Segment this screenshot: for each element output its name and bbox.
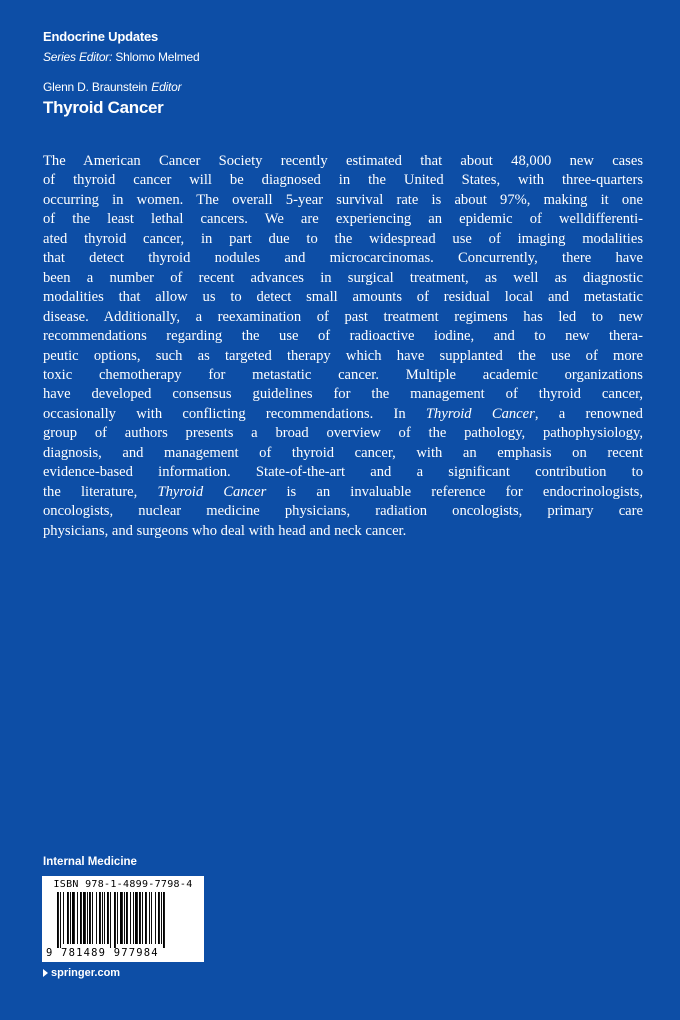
- series-editor-role: Series Editor:: [43, 50, 113, 64]
- description-line: The American Cancer Society recently estimated that about 48,000 new cases: [43, 153, 643, 169]
- barcode-bar: [110, 892, 111, 948]
- barcode-bar: [163, 892, 165, 948]
- barcode-bar: [96, 892, 97, 944]
- publisher-link[interactable]: [43, 967, 120, 979]
- barcode-bar: [142, 892, 143, 944]
- barcode-bar: [70, 892, 71, 944]
- barcode-bar: [133, 892, 134, 944]
- description-line: have developed consensus guidelines for the management of thyroid cancer,: [43, 386, 643, 403]
- barcode-bar: [77, 892, 78, 944]
- arrow-right-icon: [43, 969, 48, 977]
- description-line: toxic chemotherapy for metastatic cancer. Multiple academic organizations: [43, 366, 643, 383]
- barcode-bar: [60, 892, 61, 948]
- barcode-bar: [72, 892, 75, 944]
- description-line: disease. Additionally, a reexamination of past treatment regimens has led to new: [43, 308, 643, 325]
- barcode-bar: [63, 892, 64, 944]
- barcode-bar: [120, 892, 123, 944]
- barcode-bar: [161, 892, 162, 944]
- barcode-bar: [99, 892, 101, 944]
- barcode-bar: [107, 892, 109, 944]
- barcode-bar: [151, 892, 152, 944]
- isbn-label: ISBN 978-1-4899-7798-4: [53, 879, 193, 890]
- series-editor: [43, 50, 199, 64]
- barcode-bar: [67, 892, 69, 944]
- barcode-bar: [145, 892, 147, 944]
- book-editor: [43, 80, 181, 94]
- barcode-bar: [130, 892, 131, 944]
- description-line: been a number of recent advances in surgical treatment, as well as diagnostic: [43, 269, 643, 286]
- description-line: evidence-based information. State-of-the-art and a significant contribution to: [43, 464, 643, 481]
- description-line: that detect thyroid nodules and microcarcinomas. Concurrently, there have: [43, 250, 643, 267]
- barcode-bar: [80, 892, 82, 944]
- barcode-bar: [117, 892, 118, 944]
- barcode-bars: [55, 892, 195, 948]
- barcode-bar: [124, 892, 125, 944]
- barcode-bar: [89, 892, 91, 944]
- series-title: Endocrine Updates: [43, 29, 159, 44]
- barcode-bar: [135, 892, 138, 944]
- barcode-bar: [83, 892, 86, 944]
- description-line: oncologists, nuclear medicine physicians, radiation oncologists, primary care: [43, 503, 643, 520]
- subject-label: Internal Medicine: [43, 856, 137, 868]
- series-editor-name: Shlomo Melmed: [115, 50, 200, 64]
- barcode-bar: [92, 892, 93, 944]
- book-title: Thyroid Cancer: [43, 98, 164, 117]
- barcode-digits: 9 781489 977984: [46, 947, 159, 959]
- barcode-bar: [57, 892, 59, 948]
- description-line: peutic options, such as targeted therapy which have supplanted the use of more: [43, 347, 643, 364]
- description-line: of the least lethal cancers. We are experiencing an epidemic of welldifferenti-: [43, 211, 643, 228]
- isbn-barcode: [42, 876, 204, 962]
- book-editor-role: Editor: [151, 80, 182, 94]
- book-description: [43, 152, 643, 541]
- description-line: ated thyroid cancer, in part due to the widespread use of imaging modalities: [43, 230, 643, 247]
- barcode-bar: [104, 892, 105, 944]
- barcode-bar: [155, 892, 156, 944]
- description-line: group of authors presents a broad overview of the pathology, pathophysiology,: [43, 425, 643, 442]
- description-line: diagnosis, and management of thyroid cancer, with an emphasis on recent: [43, 444, 643, 461]
- description-line: occurring in women. The overall 5-year survival rate is about 97%, making it one: [43, 191, 643, 208]
- publisher-url[interactable]: springer.com: [51, 967, 121, 979]
- barcode-bar: [139, 892, 141, 944]
- description-line: of thyroid cancer will be diagnosed in the United States, with three-quarters: [43, 172, 643, 189]
- description-line: physicians, and surgeons who deal with head and neck cancer.: [43, 522, 407, 539]
- barcode-bar: [126, 892, 128, 944]
- description-line: occasionally with conflicting recommendations. In Thyroid Cancer, a renowned: [43, 405, 643, 422]
- description-line: the literature, Thyroid Cancer is an invaluable reference for endocrinologists,: [43, 483, 643, 500]
- description-line: recommendations regarding the use of radioactive iodine, and to new thera-: [43, 328, 643, 345]
- description-line: modalities that allow us to detect small amounts of residual local and metastatic: [43, 289, 643, 306]
- barcode-bar: [87, 892, 88, 944]
- barcode-bar: [114, 892, 116, 948]
- barcode-bar: [158, 892, 160, 944]
- book-editor-name: Glenn D. Braunstein: [43, 80, 148, 94]
- barcode-bar: [149, 892, 150, 944]
- barcode-bar: [102, 892, 103, 944]
